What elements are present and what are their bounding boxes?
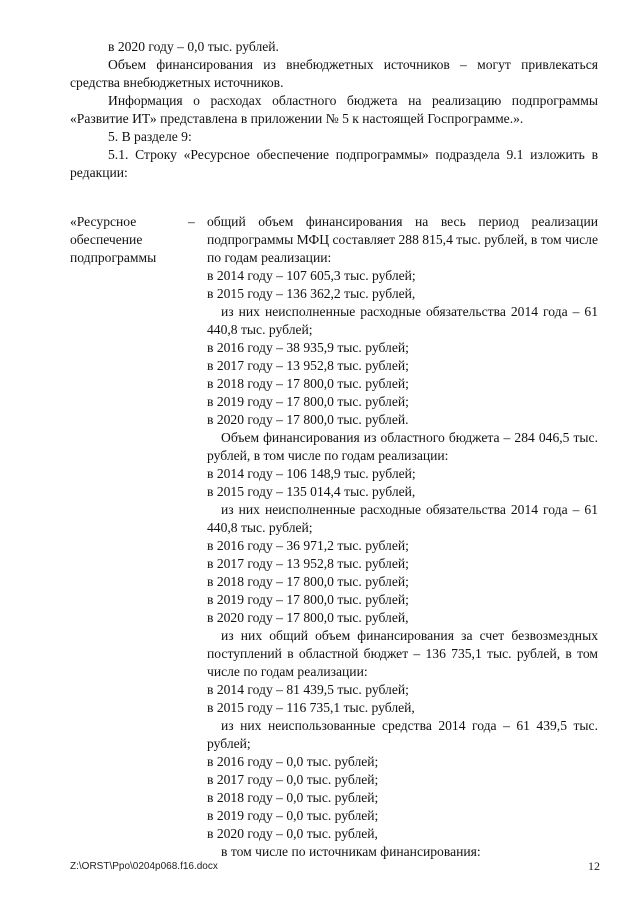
content-line: в 2019 году – 0,0 тыс. рублей;: [207, 808, 379, 823]
intro-paragraph-expenses-info: Информация о расходах областного бюджета на реализацию подпрограммы «Развитие ИТ» представлена в приложении № 5 к настоящей Госпрограмме.».: [70, 93, 598, 126]
content-line: в 2019 году – 17 800,0 тыс. рублей;: [207, 592, 409, 607]
row-dash: –: [188, 214, 195, 229]
content-line: в 2014 году – 107 605,3 тыс. рублей;: [207, 268, 416, 283]
content-line: в 2014 году – 81 439,5 тыс. рублей;: [207, 682, 409, 697]
content-line: в 2015 году – 136 362,2 тыс. рублей,: [207, 286, 416, 301]
section-9-heading: 5. В разделе 9:: [108, 129, 192, 144]
content-line: Объем финансирования из областного бюджета – 284 046,5 тыс. рублей, в том числе по годам реализации:: [207, 430, 598, 463]
intro-paragraph-extrabudgetary: Объем финансирования из внебюджетных источников – могут привлекаться средства внебюджетных источников.: [70, 57, 598, 90]
content-line: в 2015 году – 116 735,1 тыс. рублей,: [207, 700, 415, 715]
intro-line: в 2020 году – 0,0 тыс. рублей.: [108, 39, 279, 54]
content-line: в 2014 году – 106 148,9 тыс. рублей;: [207, 466, 416, 481]
content-line: в 2019 году – 17 800,0 тыс. рублей;: [207, 394, 409, 409]
content-line: в 2016 году – 0,0 тыс. рублей;: [207, 754, 379, 769]
content-line: из них неиспользованные средства 2014 года – 61 439,5 тыс. рублей;: [207, 718, 598, 751]
content-line: в том числе по источникам финансирования:: [221, 844, 481, 859]
content-line: в 2018 году – 17 800,0 тыс. рублей;: [207, 574, 409, 589]
page-number: 12: [588, 859, 600, 873]
content-line: в 2017 году – 0,0 тыс. рублей;: [207, 772, 379, 787]
content-line: в 2015 году – 135 014,4 тыс. рублей,: [207, 484, 416, 499]
content-line: из них неисполненные расходные обязательства 2014 года – 61 440,8 тыс. рублей;: [207, 304, 598, 337]
content-line: в 2017 году – 13 952,8 тыс. рублей;: [207, 556, 409, 571]
content-line: в 2018 году – 0,0 тыс. рублей;: [207, 790, 379, 805]
intro-text: [70, 38, 598, 182]
content-line: в 2017 году – 13 952,8 тыс. рублей;: [207, 358, 409, 373]
content-line: в 2020 году – 17 800,0 тыс. рублей.: [207, 412, 409, 427]
content-line: общий объем финансирования на весь период реализации подпрограммы МФЦ составляет 288 815,4 тыс. рублей, в том числе по годам реализации:: [207, 214, 598, 265]
content-line: в 2016 году – 36 971,2 тыс. рублей;: [207, 538, 409, 553]
footer-file-path: Z:\ORST\Ppo\0204p068.f16.docx: [70, 861, 218, 872]
content-line: в 2018 году – 17 800,0 тыс. рублей;: [207, 376, 409, 391]
content-line: в 2020 году – 0,0 тыс. рублей,: [207, 826, 378, 841]
row-content: [207, 213, 598, 861]
content-line: из них общий объем финансирования за счет безвозмездных поступлений в областной бюджет – 136 735,1 тыс. рублей, в том числе по годам реализации:: [207, 628, 598, 679]
content-line: в 2016 году – 38 935,9 тыс. рублей;: [207, 340, 409, 355]
content-line: из них неисполненные расходные обязательства 2014 года – 61 440,8 тыс. рублей;: [207, 502, 598, 535]
row-label-resource-support: «Ресурсное обеспечение подпрограммы: [70, 214, 157, 265]
item-5-1-paragraph: 5.1. Строку «Ресурсное обеспечение подпрограммы» подраздела 9.1 изложить в редакции:: [70, 147, 598, 180]
content-line: в 2020 году – 17 800,0 тыс. рублей,: [207, 610, 409, 625]
